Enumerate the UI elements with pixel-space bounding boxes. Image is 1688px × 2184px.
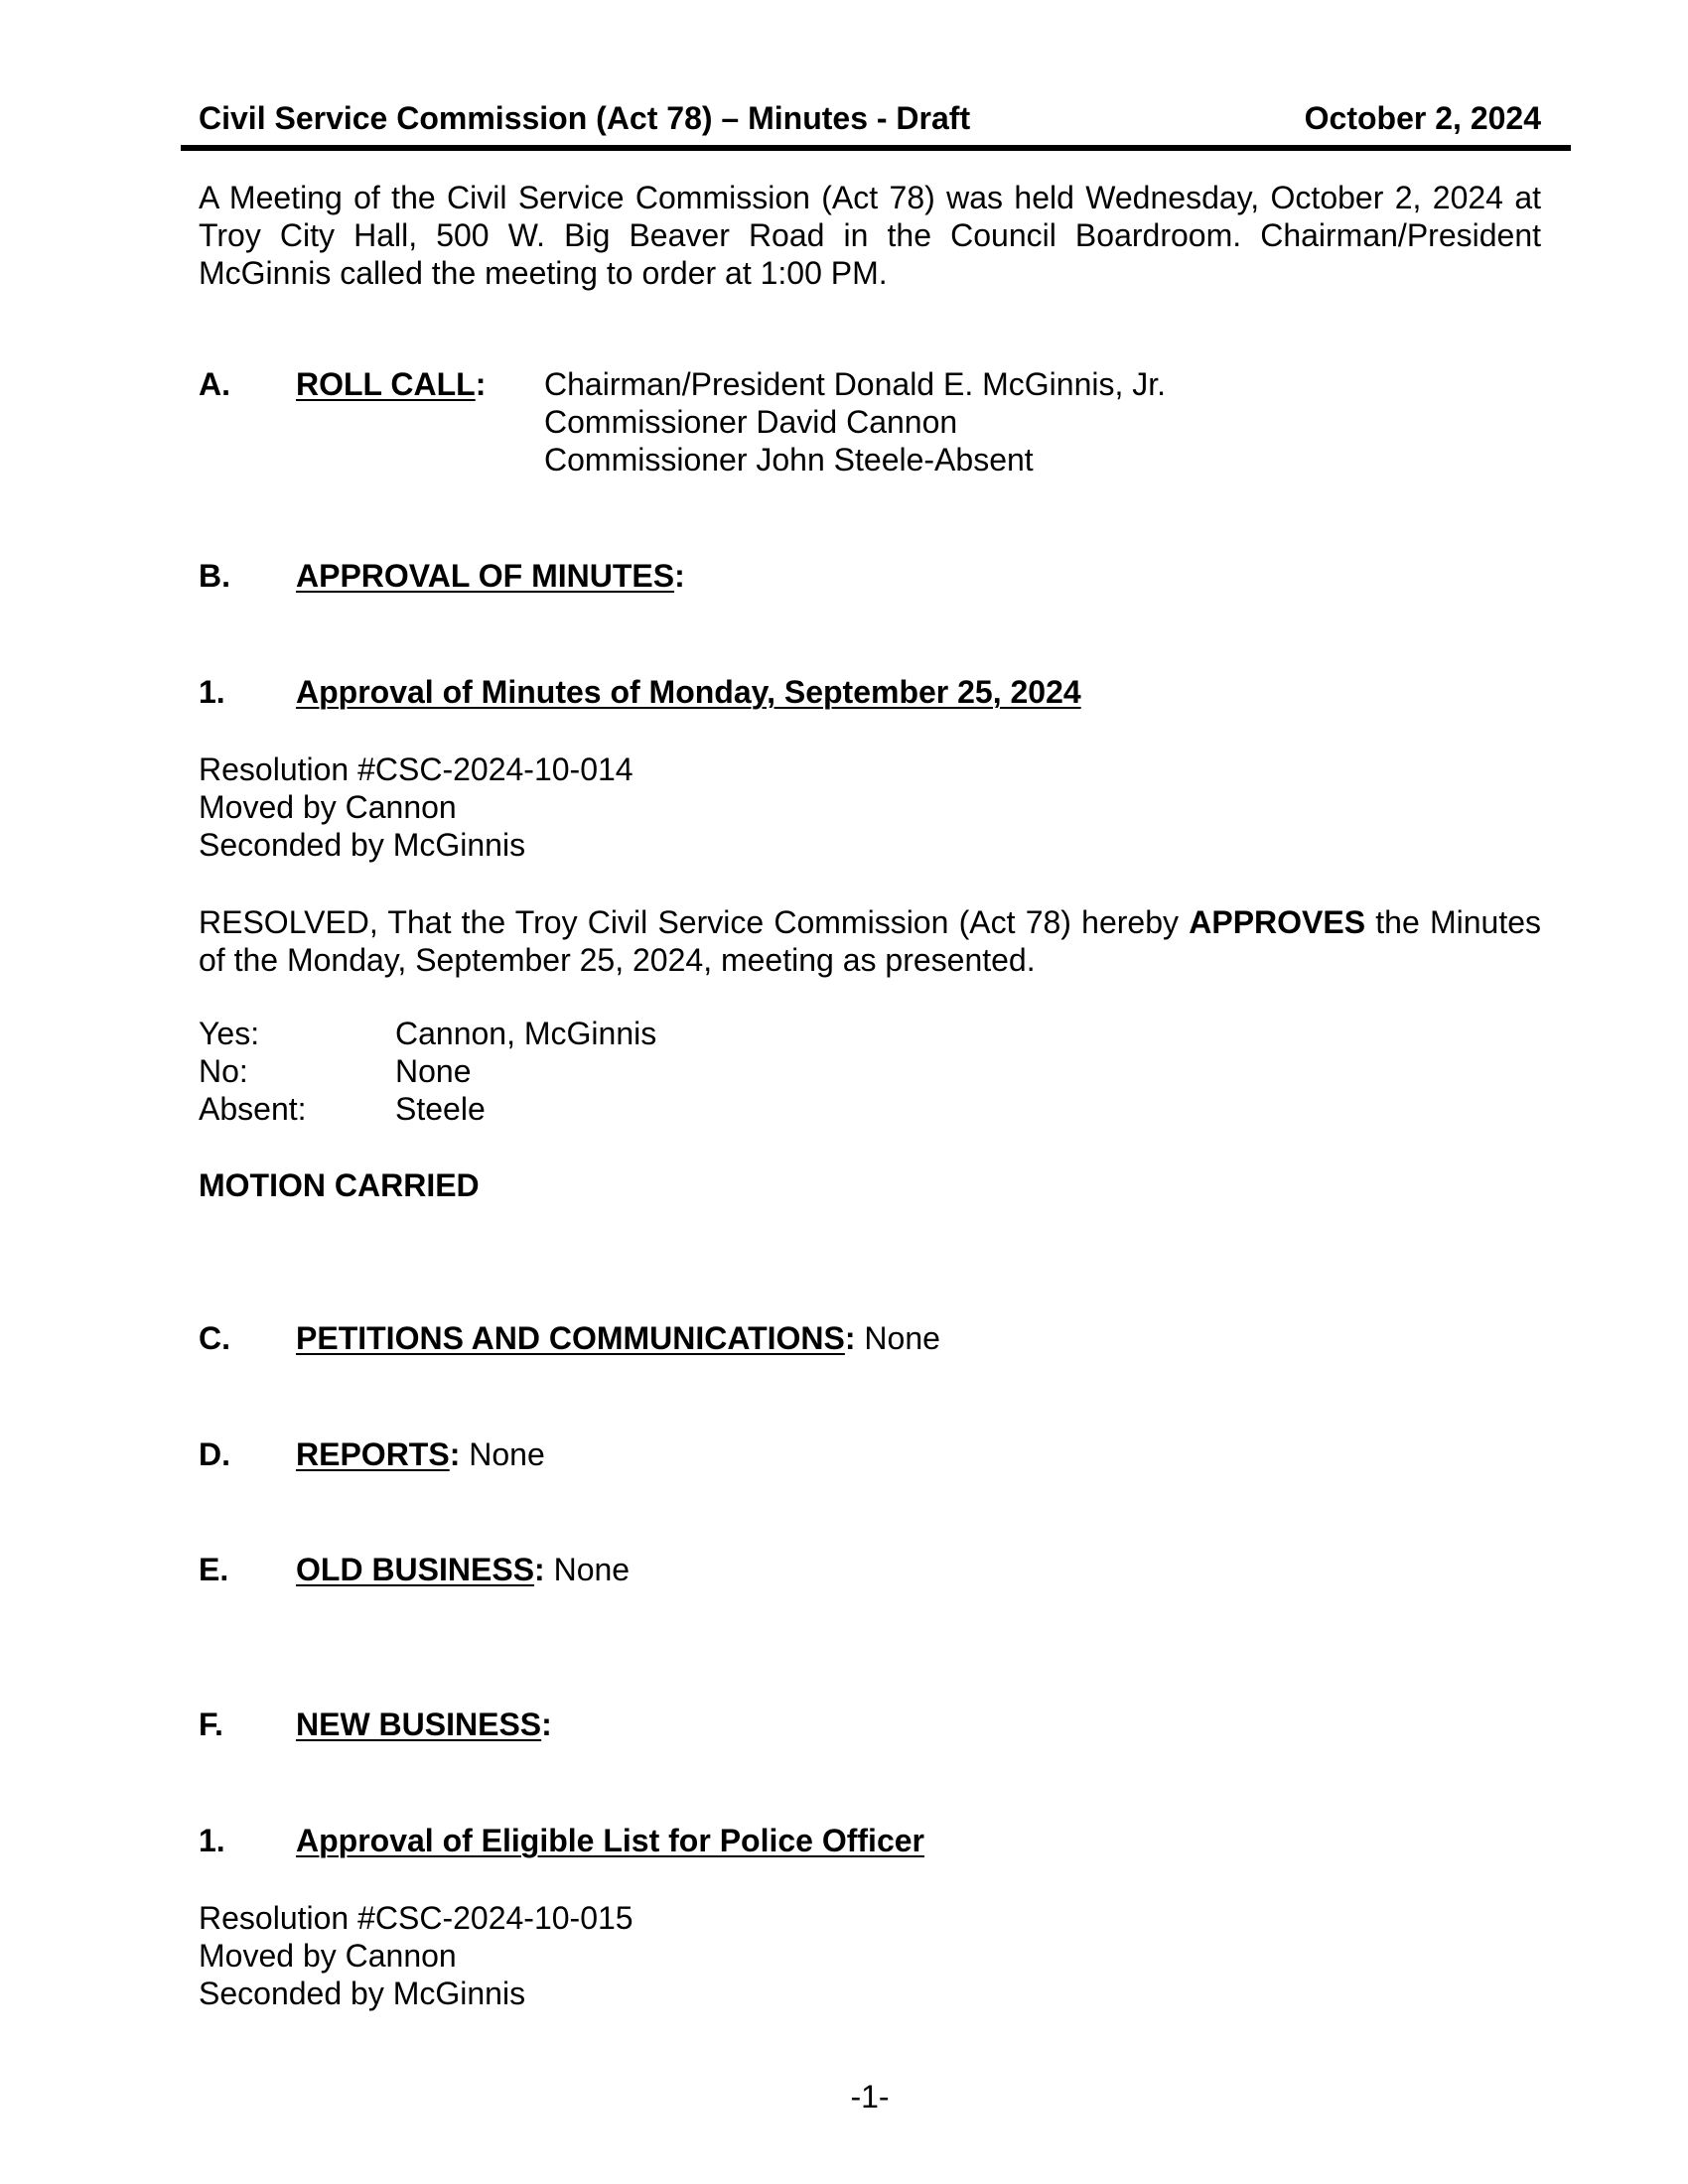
new-business-label: NEW BUSINESS: [296, 1706, 542, 1742]
roll-call-member: Chairman/President Donald E. McGinnis, Jr.: [544, 366, 1167, 402]
item-title: Approval of Minutes of Monday, September 25, 2024: [296, 674, 1081, 710]
resolution-text: RESOLVED, That the Troy Civil Service Commission (Act 78) hereby APPROVES the Minutes of the Monday, September 25, 2024, meeting as presented.: [199, 904, 1542, 978]
seconded-by: Seconded by McGinnis: [199, 827, 526, 863]
section-c-letter: C.: [199, 1320, 230, 1356]
vote-value: Steele: [395, 1091, 486, 1127]
section-roll-call-heading: ROLL CALL:: [296, 366, 487, 402]
section-a-letter: A.: [199, 366, 230, 402]
petitions-value: None: [855, 1320, 940, 1356]
section-reports-heading: REPORTS: None: [296, 1436, 545, 1472]
resolution-action: APPROVES: [1189, 904, 1366, 940]
roll-call-member: Commissioner David Cannon: [544, 404, 958, 440]
vote-value: None: [395, 1053, 472, 1089]
petitions-label: PETITIONS AND COMMUNICATIONS: [296, 1320, 845, 1356]
section-e-letter: E.: [199, 1552, 229, 1587]
approval-of-minutes-label: APPROVAL OF MINUTES: [296, 558, 675, 594]
vote-label: No:: [199, 1053, 248, 1089]
roll-call-member: Commissioner John Steele-Absent: [544, 442, 1034, 478]
intro-paragraph: A Meeting of the Civil Service Commission (Act 78) was held Wednesday, October 2, 2024 at Troy City Hall, 500 W. Big Beaver Road in the Council Boardroom. Chairman/President McGinnis called the meeting to order at 1:00 PM.: [199, 180, 1541, 291]
document-title: Civil Service Commission (Act 78) – Minutes - Draft: [199, 100, 971, 136]
old-business-value: None: [544, 1552, 631, 1587]
reports-label: REPORTS: [296, 1436, 450, 1472]
item-number: 1.: [199, 1823, 225, 1858]
resolution-number: Resolution #CSC-2024-10-015: [199, 1900, 633, 1936]
vote-label: Yes:: [199, 1016, 260, 1051]
page-number: -1-: [850, 2079, 890, 2115]
section-b-letter: B.: [199, 558, 230, 594]
header-divider: [181, 145, 1571, 151]
reports-value: None: [460, 1436, 545, 1472]
moved-by: Moved by Cannon: [199, 1938, 457, 1974]
vote-value: Cannon, McGinnis: [395, 1016, 657, 1051]
resolution-number: Resolution #CSC-2024-10-014: [199, 751, 633, 787]
section-new-business-heading: NEW BUSINESS:: [296, 1706, 552, 1742]
document-date: October 2, 2024: [1304, 100, 1541, 136]
roll-call-label: ROLL CALL: [296, 366, 476, 402]
item-number: 1.: [199, 674, 225, 710]
item-title: Approval of Eligible List for Police Officer: [296, 1823, 924, 1858]
moved-by: Moved by Cannon: [199, 789, 457, 825]
section-approval-heading: APPROVAL OF MINUTES:: [296, 558, 685, 594]
old-business-label: OLD BUSINESS: [296, 1552, 535, 1587]
section-petitions-heading: PETITIONS AND COMMUNICATIONS: None: [296, 1320, 940, 1356]
vote-label: Absent:: [199, 1091, 307, 1127]
motion-result: MOTION CARRIED: [199, 1167, 480, 1203]
section-f-letter: F.: [199, 1706, 223, 1742]
section-d-letter: D.: [199, 1436, 230, 1472]
seconded-by: Seconded by McGinnis: [199, 1976, 526, 2011]
section-old-business-heading: OLD BUSINESS: None: [296, 1552, 631, 1587]
